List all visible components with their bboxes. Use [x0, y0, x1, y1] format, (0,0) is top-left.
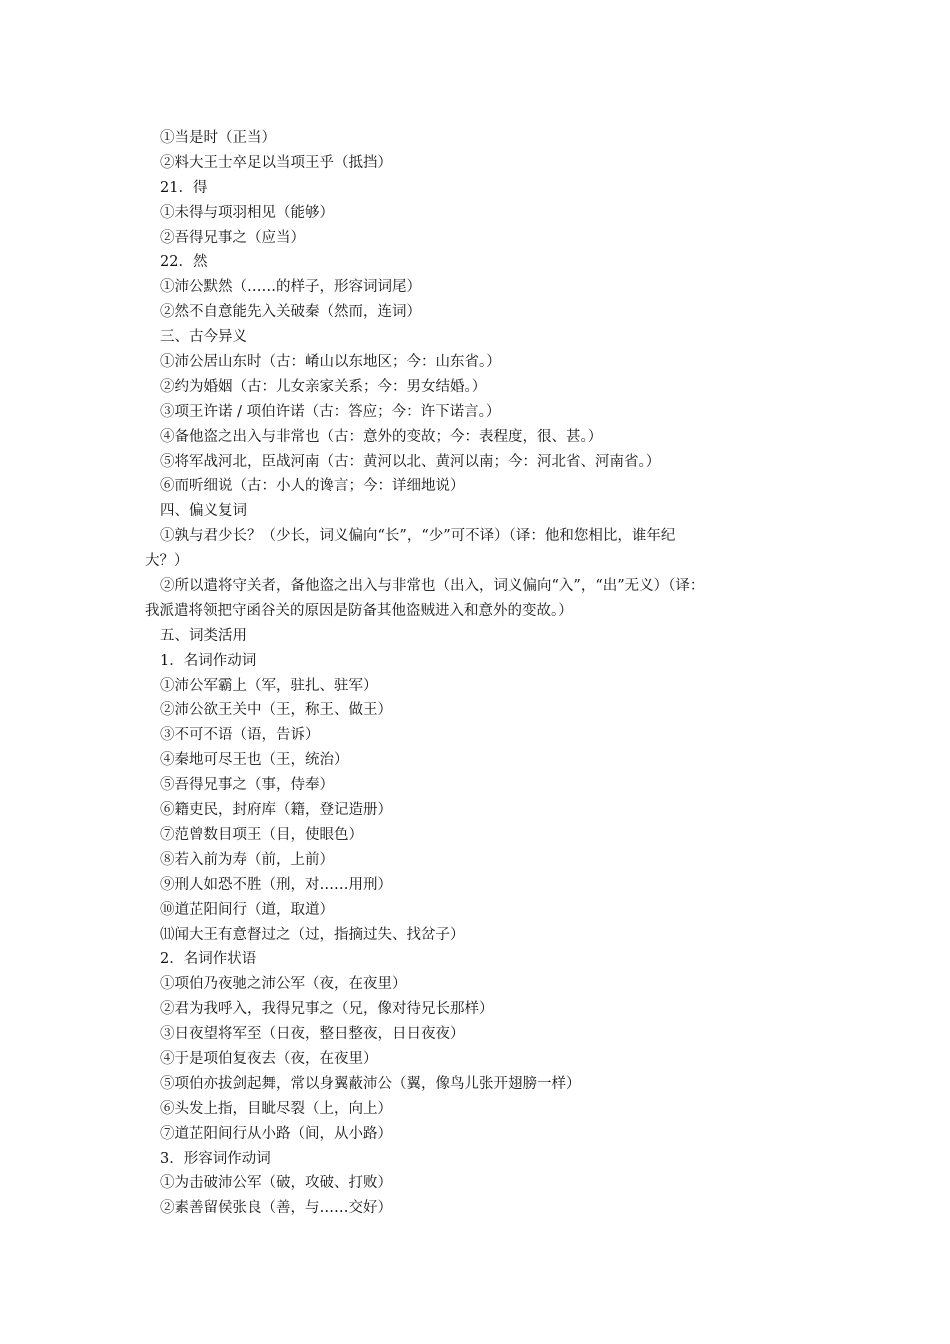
text-line: ⑤吾得兄事之（事，侍奉）: [160, 777, 334, 794]
subsection-heading: 3．形容词作动词: [160, 1150, 271, 1167]
text-line: ①未得与项羽相见（能够）: [160, 204, 334, 221]
section-heading: 22．然: [160, 254, 208, 271]
text-line: ④备他盗之出入与非常也（古：意外的变故；今：表程度，很、甚。）: [160, 428, 603, 445]
text-line: ①沛公军霸上（军，驻扎、驻军）: [160, 677, 378, 694]
text-line: ⑩道芷阳间行（道，取道）: [160, 901, 334, 918]
text-line: ③项王许诺 / 项伯许诺（古：答应；今：许下诺言。）: [160, 403, 501, 420]
text-line-continuation: 我派遣将领把守函谷关的原因是防备其他盗贼进入和意外的变故。）: [145, 602, 573, 619]
text-line: ⑨刑人如恐不胜（刑，对……用刑）: [160, 876, 392, 893]
text-line: ②料大王士卒足以当项王乎（抵挡）: [160, 154, 392, 171]
text-line: ②素善留侯张良（善，与……交好）: [160, 1200, 392, 1217]
text-line: ③不可不语（语，告诉）: [160, 727, 320, 744]
text-line: ⑥而听细说（古：小人的谗言；今：详细地说）: [160, 478, 465, 495]
text-line: ①项伯乃夜驰之沛公军（夜，在夜里）: [160, 976, 407, 993]
text-line: ③日夜望将军至（日夜，整日整夜，日日夜夜）: [160, 1026, 465, 1043]
text-line: ⑦道芷阳间行从小路（间，从小路）: [160, 1125, 392, 1142]
text-line: ①沛公默然（……的样子，形容词词尾）: [160, 279, 421, 296]
section-heading: 四、偏义复词: [160, 503, 247, 520]
text-line: ①孰与君少长？（少长，词义偏向“长”，“少”可不译）（译：他和您相比，谁年纪: [160, 528, 676, 545]
text-line: ①为击破沛公军（破，攻破、打败）: [160, 1175, 392, 1192]
text-line: ⑥籍吏民，封府库（籍，登记造册）: [160, 802, 392, 819]
section-heading: 五、词类活用: [160, 627, 247, 644]
text-line: ②约为婚姻（古：儿女亲家关系；今：男女结婚。）: [160, 378, 487, 395]
text-line: ⑤将军战河北，臣战河南（古：黄河以北、黄河以南；今：河北省、河南省。）: [160, 453, 661, 470]
text-line: ②然不自意能先入关破秦（然而，连词）: [160, 304, 421, 321]
text-line: ②君为我呼入，我得兄事之（兄，像对待兄长那样）: [160, 1001, 494, 1018]
text-line: ②吾得兄事之（应当）: [160, 229, 305, 246]
section-heading: 21．得: [160, 179, 208, 196]
text-line: ④于是项伯复夜去（夜，在夜里）: [160, 1050, 378, 1067]
text-line: ⑾闻大王有意督过之（过，指摘过失、找岔子）: [160, 926, 465, 943]
text-line: ①当是时（正当）: [160, 130, 276, 146]
subsection-heading: 1．名词作动词: [160, 652, 257, 669]
subsection-heading: 2．名词作状语: [160, 951, 257, 968]
section-heading: 三、古今异义: [160, 329, 247, 346]
text-line: ①沛公居山东时（古：崤山以东地区；今：山东省。）: [160, 354, 501, 371]
text-line: ④秦地可尽王也（王，统治）: [160, 752, 349, 769]
text-line: ⑥头发上指，目眦尽裂（上，向上）: [160, 1100, 392, 1117]
text-line: ⑤项伯亦拔剑起舞，常以身翼蔽沛公（翼，像鸟儿张开翅膀一样）: [160, 1075, 581, 1092]
text-line: ②沛公欲王关中（王，称王、做王）: [160, 702, 392, 719]
text-line: ②所以遣将守关者，备他盗之出入与非常也（出入，词义偏向“入”，“出”无义）（译：: [160, 578, 705, 595]
text-line-continuation: 大？）: [145, 553, 189, 570]
document-page: [145, 126, 810, 1221]
text-line: ⑧若入前为寿（前，上前）: [160, 851, 334, 868]
text-line: ⑦范曾数目项王（目，使眼色）: [160, 826, 363, 843]
